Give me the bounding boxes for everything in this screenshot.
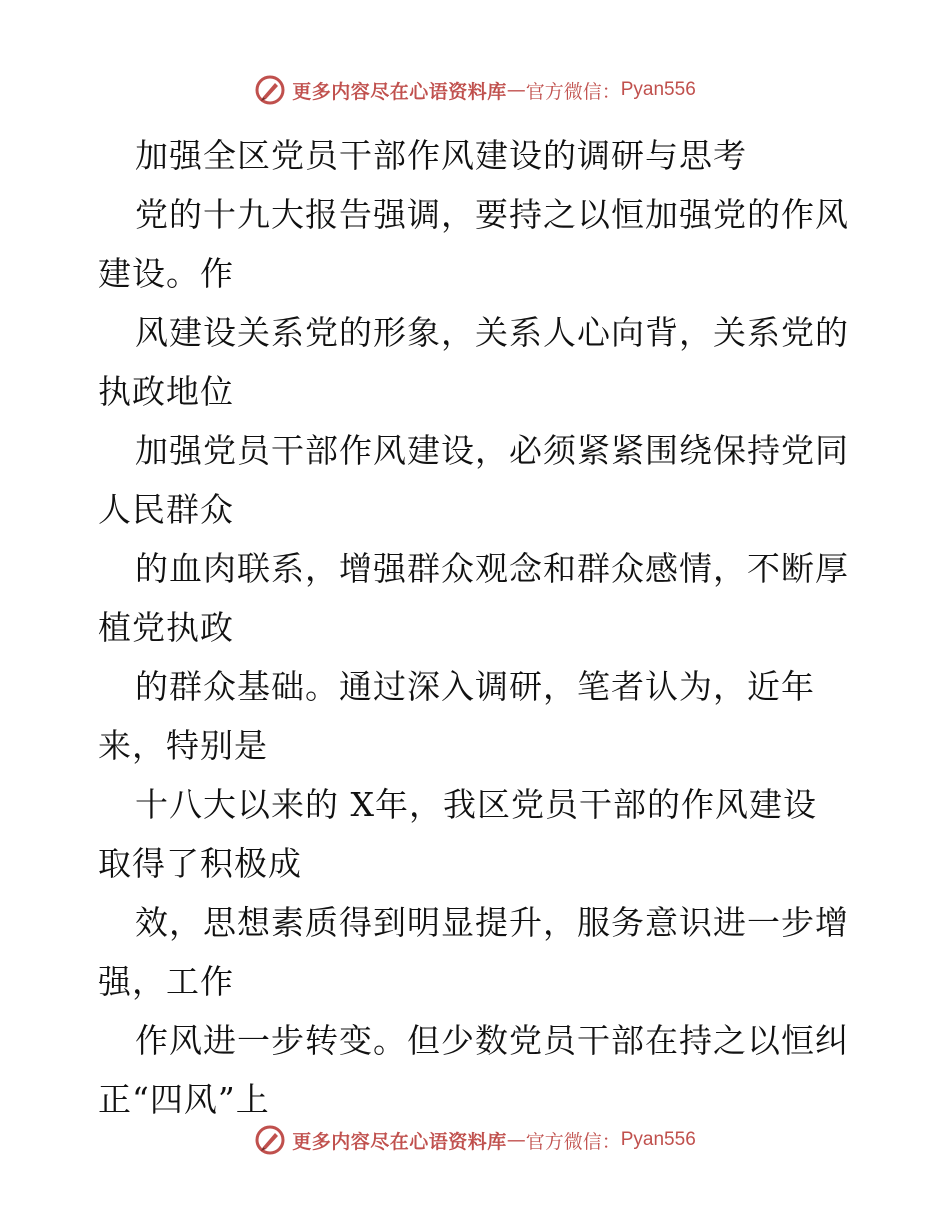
header-banner-wechat-id: Pyan556 <box>620 79 696 100</box>
text-line: 加强党员干部作风建设，必须紧紧围绕保持党同 <box>135 431 849 470</box>
text-line: 人民群众 <box>98 490 234 529</box>
header-banner <box>0 70 950 110</box>
text-line: 十八大以来的 X年，我区党员干部的作风建设 <box>135 785 817 824</box>
text-line: 执政地位 <box>98 372 234 411</box>
text-line: 强，工作 <box>98 962 234 1001</box>
footer-banner-title: 更多内容尽在心语资料库 <box>292 1130 507 1153</box>
text-line: 效，思想素质得到明显提升，服务意识进一步增 <box>135 903 849 942</box>
pen-logo-icon <box>254 1124 286 1156</box>
footer-banner-wechat-id: Pyan556 <box>620 1129 696 1150</box>
footer-banner-dash: — <box>506 1129 526 1151</box>
text-line: 取得了积极成 <box>98 844 302 883</box>
header-banner-title: 更多内容尽在心语资料库 <box>292 80 507 103</box>
text-line: 的血肉联系，增强群众观念和群众感情，不断厚 <box>135 549 849 588</box>
document-title: 加强全区党员干部作风建设的调研与思考 <box>135 136 747 175</box>
text-line: 作风进一步转变。但少数党员干部在持之以恒纠 <box>135 1021 849 1060</box>
text-line: 建设。作 <box>98 254 234 293</box>
footer-banner <box>0 1120 950 1160</box>
footer-banner-wechat-label: 官方微信： <box>525 1130 621 1153</box>
text-line: 来，特别是 <box>98 726 268 765</box>
document-body <box>98 126 858 1129</box>
text-line: 正“四风”上 <box>98 1080 270 1119</box>
text-line: 风建设关系党的形象，关系人心向背，关系党的 <box>135 313 849 352</box>
text-line: 党的十九大报告强调，要持之以恒加强党的作风 <box>135 195 849 234</box>
header-banner-dash: — <box>506 79 526 101</box>
text-line: 的群众基础。通过深入调研，笔者认为，近年 <box>135 667 815 706</box>
text-line: 植党执政 <box>98 608 234 647</box>
header-banner-wechat-label: 官方微信： <box>525 80 621 103</box>
pen-logo-icon <box>254 74 286 106</box>
